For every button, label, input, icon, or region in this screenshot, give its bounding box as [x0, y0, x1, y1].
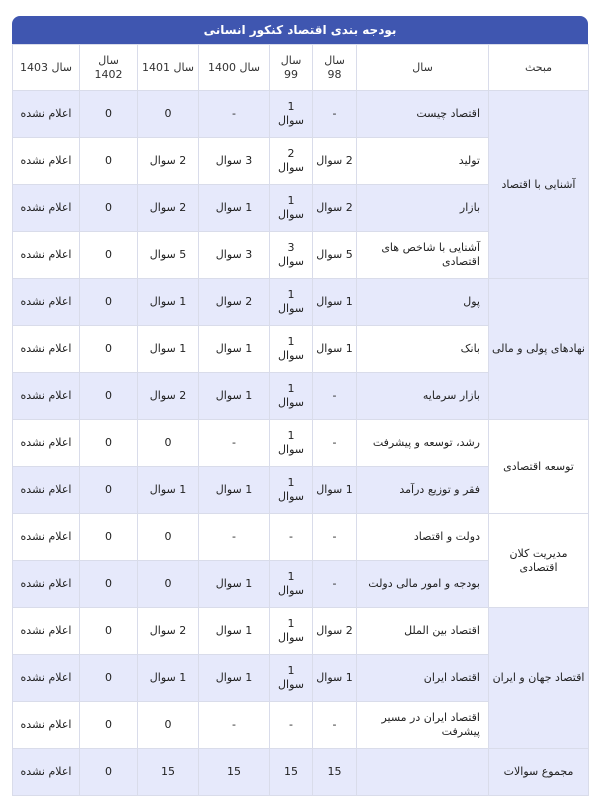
value-cell-y98: -	[313, 373, 357, 420]
value-cell-y1402: 0	[80, 138, 138, 185]
value-cell-y99: 1 سوال	[270, 608, 313, 655]
table-row	[13, 608, 589, 655]
budget-table	[12, 44, 589, 796]
total-row	[13, 749, 589, 796]
value-cell-y1400: 1 سوال	[199, 655, 270, 702]
topic-cell: اقتصاد چیست	[357, 91, 489, 138]
value-cell-y99: 1 سوال	[270, 373, 313, 420]
value-cell-y1401: 2 سوال	[138, 185, 199, 232]
group-name-cell: نهادهای پولی و مالی	[489, 279, 589, 420]
topic-cell: رشد، توسعه و پیشرفت	[357, 420, 489, 467]
value-cell-y1400: -	[199, 91, 270, 138]
value-cell-y1401: 2 سوال	[138, 138, 199, 185]
topic-cell: بودجه و امور مالی دولت	[357, 561, 489, 608]
header-1403: سال 1403	[13, 45, 80, 91]
group-name-cell: اقتصاد جهان و ایران	[489, 608, 589, 749]
value-cell-y1402: 0	[80, 561, 138, 608]
value-cell-y99: 3 سوال	[270, 232, 313, 279]
value-cell-y98: 1 سوال	[313, 326, 357, 373]
value-cell-y1400: 3 سوال	[199, 138, 270, 185]
value-cell-y1403: اعلام نشده	[13, 561, 80, 608]
value-cell-y1401: 0	[138, 420, 199, 467]
value-cell-y1402: 0	[80, 514, 138, 561]
group-name-cell: آشنایی با اقتصاد	[489, 91, 589, 279]
topic-cell: دولت و اقتصاد	[357, 514, 489, 561]
table-row	[13, 279, 589, 326]
total-cell-y98: 15	[313, 749, 357, 796]
topic-cell: اقتصاد بین الملل	[357, 608, 489, 655]
table-row	[13, 420, 589, 467]
value-cell-y1403: اعلام نشده	[13, 232, 80, 279]
value-cell-y98: 2 سوال	[313, 608, 357, 655]
value-cell-y98: -	[313, 514, 357, 561]
table-body	[13, 91, 589, 796]
value-cell-y99: 1 سوال	[270, 561, 313, 608]
value-cell-y1403: اعلام نشده	[13, 702, 80, 749]
header-98: سال 98	[313, 45, 357, 91]
value-cell-y1401: 1 سوال	[138, 467, 199, 514]
value-cell-y1403: اعلام نشده	[13, 655, 80, 702]
total-cell-y99: 15	[270, 749, 313, 796]
value-cell-y1400: -	[199, 420, 270, 467]
value-cell-y98: 1 سوال	[313, 467, 357, 514]
value-cell-y1400: -	[199, 514, 270, 561]
value-cell-y99: 2 سوال	[270, 138, 313, 185]
value-cell-y98: 2 سوال	[313, 138, 357, 185]
value-cell-y1401: 0	[138, 91, 199, 138]
value-cell-y99: 1 سوال	[270, 655, 313, 702]
value-cell-y1400: 2 سوال	[199, 279, 270, 326]
value-cell-y1400: 1 سوال	[199, 185, 270, 232]
value-cell-y1400: 1 سوال	[199, 561, 270, 608]
value-cell-y98: -	[313, 561, 357, 608]
value-cell-y1401: 2 سوال	[138, 373, 199, 420]
value-cell-y99: 1 سوال	[270, 279, 313, 326]
value-cell-y98: 1 سوال	[313, 655, 357, 702]
value-cell-y1403: اعلام نشده	[13, 138, 80, 185]
total-cell-y1402: 0	[80, 749, 138, 796]
total-cell-y1400: 15	[199, 749, 270, 796]
value-cell-y99: 1 سوال	[270, 91, 313, 138]
topic-cell: بانک	[357, 326, 489, 373]
value-cell-y1403: اعلام نشده	[13, 420, 80, 467]
value-cell-y99: -	[270, 702, 313, 749]
value-cell-y1402: 0	[80, 467, 138, 514]
value-cell-y99: 1 سوال	[270, 420, 313, 467]
header-row	[13, 45, 589, 91]
topic-cell: تولید	[357, 138, 489, 185]
value-cell-y1401: 0	[138, 702, 199, 749]
value-cell-y1401: 5 سوال	[138, 232, 199, 279]
value-cell-y1403: اعلام نشده	[13, 373, 80, 420]
value-cell-y1400: 1 سوال	[199, 608, 270, 655]
value-cell-y1403: اعلام نشده	[13, 326, 80, 373]
value-cell-y1400: 1 سوال	[199, 326, 270, 373]
group-name-cell: مدیریت کلان اقتصادی	[489, 514, 589, 608]
topic-cell: اقتصاد ایران در مسیر پیشرفت	[357, 702, 489, 749]
value-cell-y1401: 1 سوال	[138, 279, 199, 326]
total-cell-y1403: اعلام نشده	[13, 749, 80, 796]
value-cell-y1402: 0	[80, 185, 138, 232]
topic-cell: آشنایی با شاخص های اقتصادی	[357, 232, 489, 279]
header-mabhas: مبحث	[489, 45, 589, 91]
header-1402: سال 1402	[80, 45, 138, 91]
value-cell-y99: -	[270, 514, 313, 561]
value-cell-y98: 5 سوال	[313, 232, 357, 279]
value-cell-y1402: 0	[80, 655, 138, 702]
value-cell-y1400: 1 سوال	[199, 373, 270, 420]
topic-cell: پول	[357, 279, 489, 326]
group-name-cell: توسعه اقتصادی	[489, 420, 589, 514]
topic-cell: بازار سرمایه	[357, 373, 489, 420]
value-cell-y99: 1 سوال	[270, 185, 313, 232]
value-cell-y1401: 0	[138, 561, 199, 608]
value-cell-y1403: اعلام نشده	[13, 608, 80, 655]
value-cell-y1403: اعلام نشده	[13, 514, 80, 561]
value-cell-y98: -	[313, 420, 357, 467]
value-cell-y1402: 0	[80, 420, 138, 467]
value-cell-y1401: 1 سوال	[138, 655, 199, 702]
value-cell-y1402: 0	[80, 279, 138, 326]
value-cell-y1402: 0	[80, 373, 138, 420]
topic-cell: فقر و توزیع درآمد	[357, 467, 489, 514]
total-cell-y1401: 15	[138, 749, 199, 796]
value-cell-y98: -	[313, 702, 357, 749]
topic-cell: بازار	[357, 185, 489, 232]
header-1401: سال 1401	[138, 45, 199, 91]
value-cell-y1402: 0	[80, 326, 138, 373]
value-cell-y1403: اعلام نشده	[13, 279, 80, 326]
value-cell-y1402: 0	[80, 232, 138, 279]
total-spacer	[357, 749, 489, 796]
table-title: بودجه بندی اقتصاد کنکور انسانی	[12, 16, 588, 44]
topic-cell: اقتصاد ایران	[357, 655, 489, 702]
value-cell-y99: 1 سوال	[270, 326, 313, 373]
total-label: مجموع سوالات	[489, 749, 589, 796]
table-row	[13, 91, 589, 138]
value-cell-y1400: 3 سوال	[199, 232, 270, 279]
value-cell-y99: 1 سوال	[270, 467, 313, 514]
value-cell-y98: -	[313, 91, 357, 138]
header-99: سال 99	[270, 45, 313, 91]
header-1400: سال 1400	[199, 45, 270, 91]
value-cell-y1402: 0	[80, 702, 138, 749]
value-cell-y1400: -	[199, 702, 270, 749]
header-sal: سال	[357, 45, 489, 91]
value-cell-y1402: 0	[80, 91, 138, 138]
value-cell-y98: 1 سوال	[313, 279, 357, 326]
value-cell-y98: 2 سوال	[313, 185, 357, 232]
table-row	[13, 514, 589, 561]
value-cell-y1403: اعلام نشده	[13, 91, 80, 138]
value-cell-y1401: 0	[138, 514, 199, 561]
value-cell-y1403: اعلام نشده	[13, 185, 80, 232]
value-cell-y1401: 1 سوال	[138, 326, 199, 373]
value-cell-y1402: 0	[80, 608, 138, 655]
value-cell-y1400: 1 سوال	[199, 467, 270, 514]
value-cell-y1403: اعلام نشده	[13, 467, 80, 514]
value-cell-y1401: 2 سوال	[138, 608, 199, 655]
